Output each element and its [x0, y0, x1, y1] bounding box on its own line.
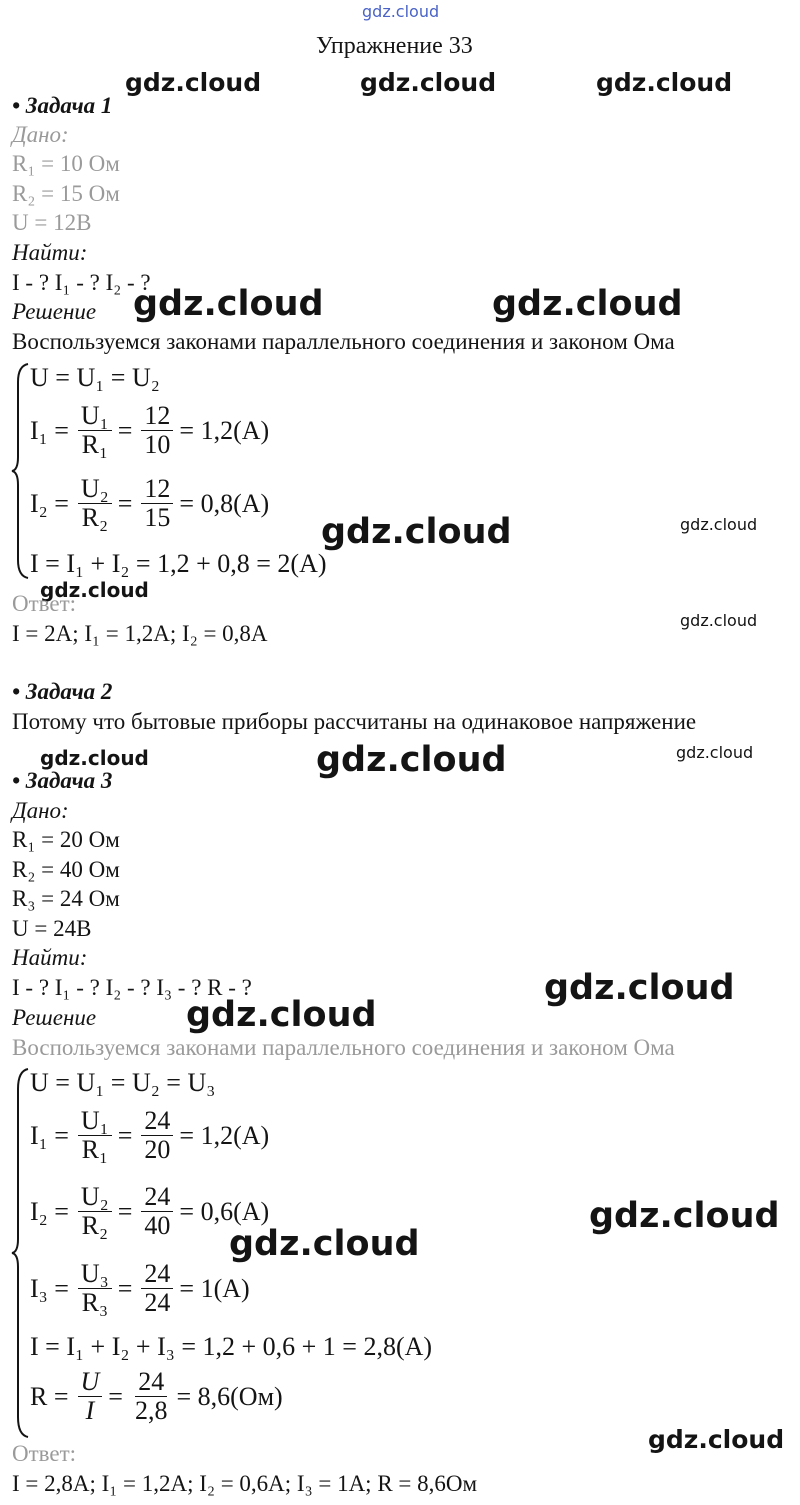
watermark: gdz.cloud [544, 968, 735, 1008]
task3-eq4: I₃ = $\frac{\text{U₃}}{\text{R₃}}$ = $\frac{24}{24}$ = 1(A) [30, 1259, 250, 1317]
task1-eq4: I = I₁ + I₂ = 1,2 + 0,8 = 2(A) [30, 549, 327, 578]
watermark: gdz.cloud [680, 515, 758, 534]
task2-header: • Задача 2 [12, 679, 113, 704]
task3-eq5: I = I₁ + I₂ + I₃ = 1,2 + 0,6 + 1 = 2,8(A) [30, 1332, 433, 1361]
task1-solution-label: Решение [12, 299, 97, 324]
task1-eq1: U = U₁ = U₂ [30, 363, 160, 392]
task1-find: I - ? I₁ - ? I₂ - ? [12, 270, 151, 295]
task1-eq3: I₂ = $\frac{\text{U₂}}{\text{R₂}}$ = $\frac{12}{15}$ = 0,8(A) [30, 474, 270, 532]
watermark: gdz.cloud [680, 611, 758, 630]
task3-find: I - ? I₁ - ? I₂ - ? I₃ - ? R - ? [12, 975, 252, 1000]
watermark: gdz.cloud [676, 743, 754, 762]
task1-answer: I = 2A; I₁ = 1,2A; I₂ = 0,8A [12, 621, 268, 646]
task2-text: Потому что бытовые приборы рассчитаны на одинаковое напряжение [12, 709, 697, 734]
task3-given-u: U = 24B [12, 916, 92, 941]
task1-find-label: Найти: [12, 240, 88, 265]
task3-eq2: I₁ = $\frac{\text{U₁}}{\text{R₁}}$ = $\frac{24}{20}$ = 1,2(A) [30, 1106, 270, 1164]
task3-header: • Задача 3 [12, 768, 113, 793]
task1-eq2: I₁ = $\frac{\text{U₁}}{\text{R₁}}$ = $\frac{12}{10}$ = 1,2(A) [30, 401, 270, 459]
watermark: gdz.cloud [186, 995, 377, 1035]
task3-eq1: U = U₁ = U₂ = U₃ [30, 1068, 216, 1097]
task1-system-brace [10, 362, 32, 580]
task1-solution-text: Воспользуемся законами параллельного соединения и законом Ома [12, 329, 675, 354]
watermark: gdz.cloud [133, 284, 324, 324]
watermark: gdz.cloud [229, 1224, 420, 1264]
task3-solution-text: Воспользуемся законами параллельного соединения и законом Ома [12, 1035, 675, 1060]
task1-header: • Задача 1 [12, 93, 113, 118]
task1-given-u: U = 12В [12, 210, 92, 235]
watermark: gdz.cloud [492, 284, 683, 324]
task3-given-r2: R₂ = 40 Ом [12, 857, 120, 882]
watermark: gdz.cloud [648, 1425, 785, 1454]
watermark: gdz.cloud [589, 1196, 780, 1236]
watermark: gdz.cloud [40, 578, 149, 602]
task3-answer: I = 2,8A; I₁ = 1,2A; I₂ = 0,6A; I₃ = 1A; R = 8,6Ом [12, 1471, 478, 1496]
task3-answer-label: Ответ: [12, 1441, 77, 1466]
watermark: gdz.cloud [316, 740, 507, 780]
watermark: gdz.cloud [40, 746, 149, 770]
task3-system-brace [10, 1067, 32, 1439]
task3-given-r1: R₁ = 20 Ом [12, 827, 120, 852]
task3-solution-label: Решение [12, 1005, 97, 1030]
watermark: gdz.cloud [360, 68, 497, 97]
task3-eq6: R = $\frac{U}{I}$ = $\frac{24}{2,8}$ = 8,6(Ом) [30, 1367, 283, 1425]
page-title: Упражнение 33 [316, 33, 473, 59]
task1-given-label: Дано: [12, 122, 69, 147]
task3-find-label: Найти: [12, 945, 88, 970]
watermark: gdz.cloud [596, 68, 733, 97]
task1-answer-label: Ответ: [12, 591, 77, 616]
task1-given-r2: R₂ = 15 Ом [12, 181, 120, 206]
task3-given-label: Дано: [12, 798, 69, 823]
watermark: gdz.cloud [321, 512, 512, 552]
task1-given-r1: R₁ = 10 Ом [12, 151, 120, 176]
task3-given-r3: R₃ = 24 Ом [12, 886, 120, 911]
task3-eq3: I₂ = $\frac{\text{U₂}}{\text{R₂}}$ = $\frac{24}{40}$ = 0,6(A) [30, 1182, 270, 1240]
watermark-top: gdz.cloud [362, 2, 440, 21]
watermark: gdz.cloud [125, 68, 262, 97]
